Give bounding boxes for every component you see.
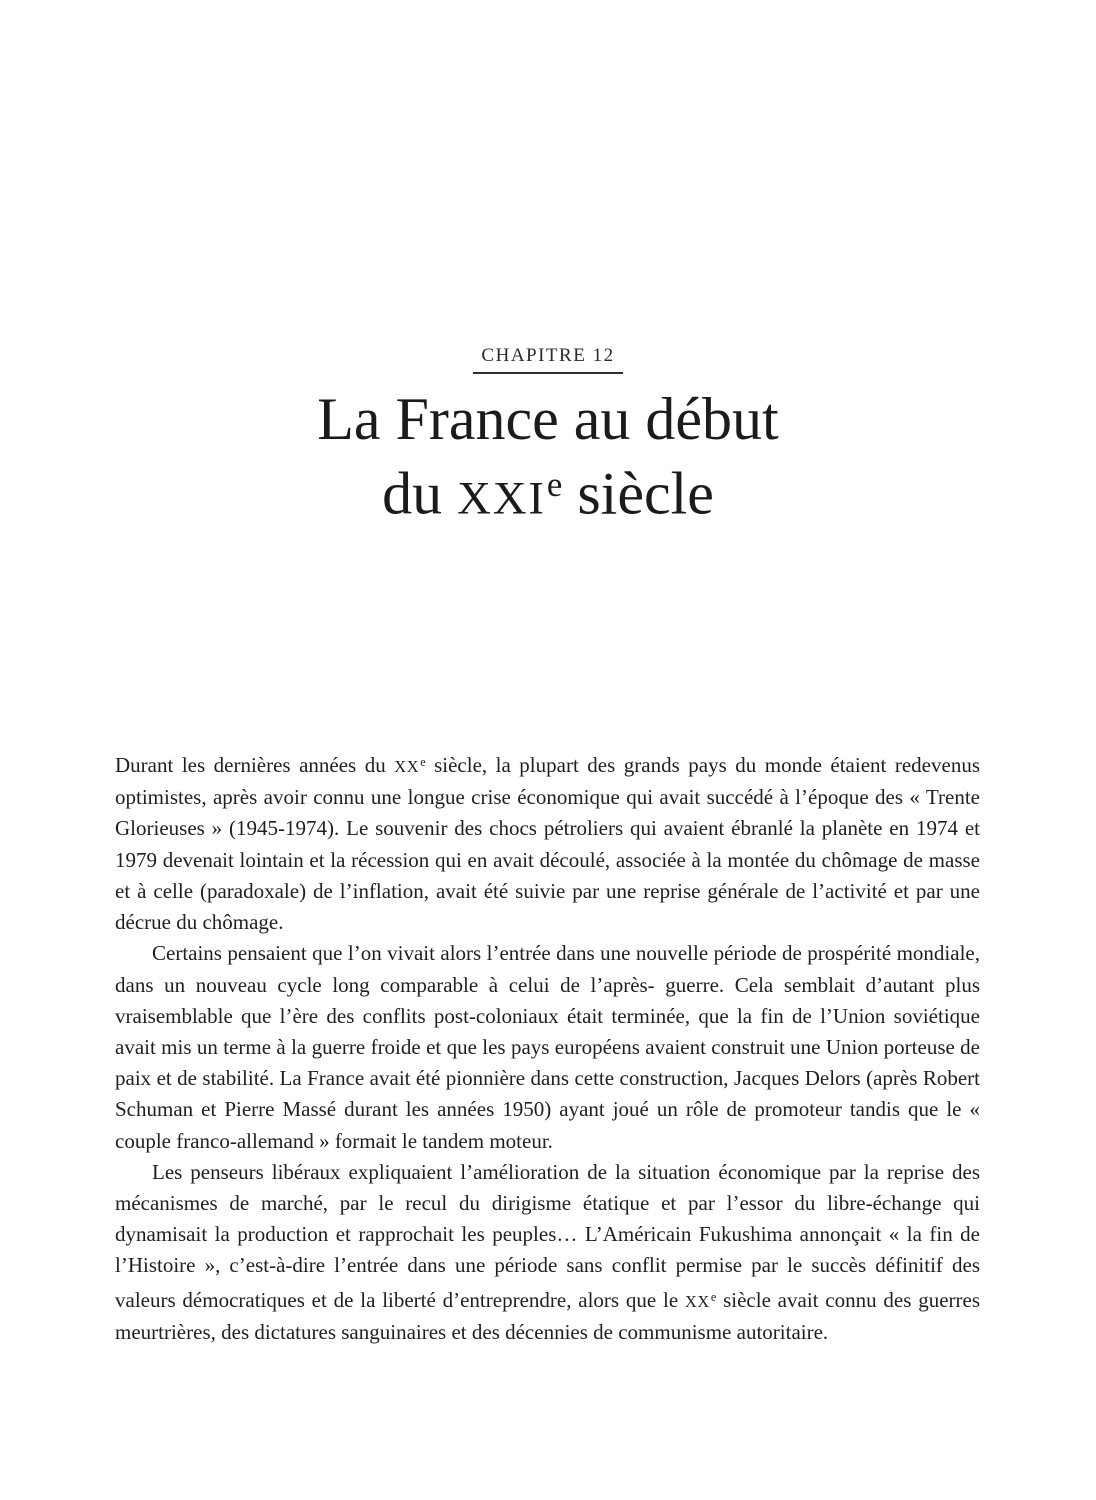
text-run: Durant les dernières années du — [115, 753, 395, 778]
text-run: Les penseurs libéraux expliquaient l’amélioration de la situation économique par la reprise des mécanismes de marché, par le recul du dirigisme étatique et par l’essor du libre-échange qui dynamisait la production et rapprochait les peuples… L’Américain Fukushima annonçait « la fin de l’Histoire », c’est-à-dire l’entrée dans une période sans conflit permise par le succès définitif des valeurs démocratiques et de la liberté d’entreprendre, alors que le — [115, 1159, 980, 1312]
text-run: siècle, la plupart des grands pays du monde étaient redevenus optimistes, après avoir connu une longue crise économique qui avait succédé à l’époque des « Trente Glorieuses » (1945-1974). Le souvenir des chocs pétroliers qui avaient ébranlé la planète en 1974 et 1979 devenait lointain et la récession qui en avait découlé, associée à la montée du chômage de masse et à celle (paradoxale) de l’inflation, avait été suivie par une reprise générale de l’activité et par une décrue du chômage. — [115, 753, 980, 935]
chapter-header — [0, 345, 1096, 374]
text-run: Certains pensaient que l’on vivait alors l’entrée dans une nouvelle période de prospérité mondiale, dans un nouveau cycle long comparable à celui de l’après- guerre. Cela semblait d’autant plus vraisemblable que l’ère des conflits post-coloniaux était terminée, que la fin de l’Union soviétique avait mis un terme à la guerre froide et que les pays européens avaient construit une Union porteuse de paix et de stabilité. La France avait été pionnière dans cette construction, Jacques Delors (après Robert Schuman et Pierre Massé durant les années 1950) ayant joué un rôle de promoteur tandis que le « couple franco-allemand » formait le tandem moteur. — [115, 941, 980, 1153]
chapter-label: CHAPITRE 12 — [473, 345, 622, 374]
paragraph-3 — [115, 1157, 980, 1348]
text-run-sup: e — [546, 465, 563, 504]
text-run-sc: XX — [684, 1291, 710, 1311]
chapter-title-line-1: La France au début — [317, 386, 779, 452]
text-run: siècle — [562, 460, 714, 527]
text-run-sc: XX — [394, 757, 420, 777]
paragraph-2 — [115, 938, 980, 1156]
text-run-sup: e — [420, 755, 426, 769]
text-run: siècle avait connu des guerres meurtrières, des dictatures sanguinaires et des décennies de communisme autoritaire. — [115, 1287, 980, 1344]
chapter-title-line-2 — [0, 452, 1096, 531]
text-run-sup: e — [710, 1289, 717, 1304]
paragraph-1 — [115, 747, 980, 938]
chapter-title — [0, 386, 1096, 531]
text-run: du — [382, 460, 458, 527]
body-text — [115, 747, 980, 1348]
text-run-sc: XXI — [457, 472, 546, 525]
